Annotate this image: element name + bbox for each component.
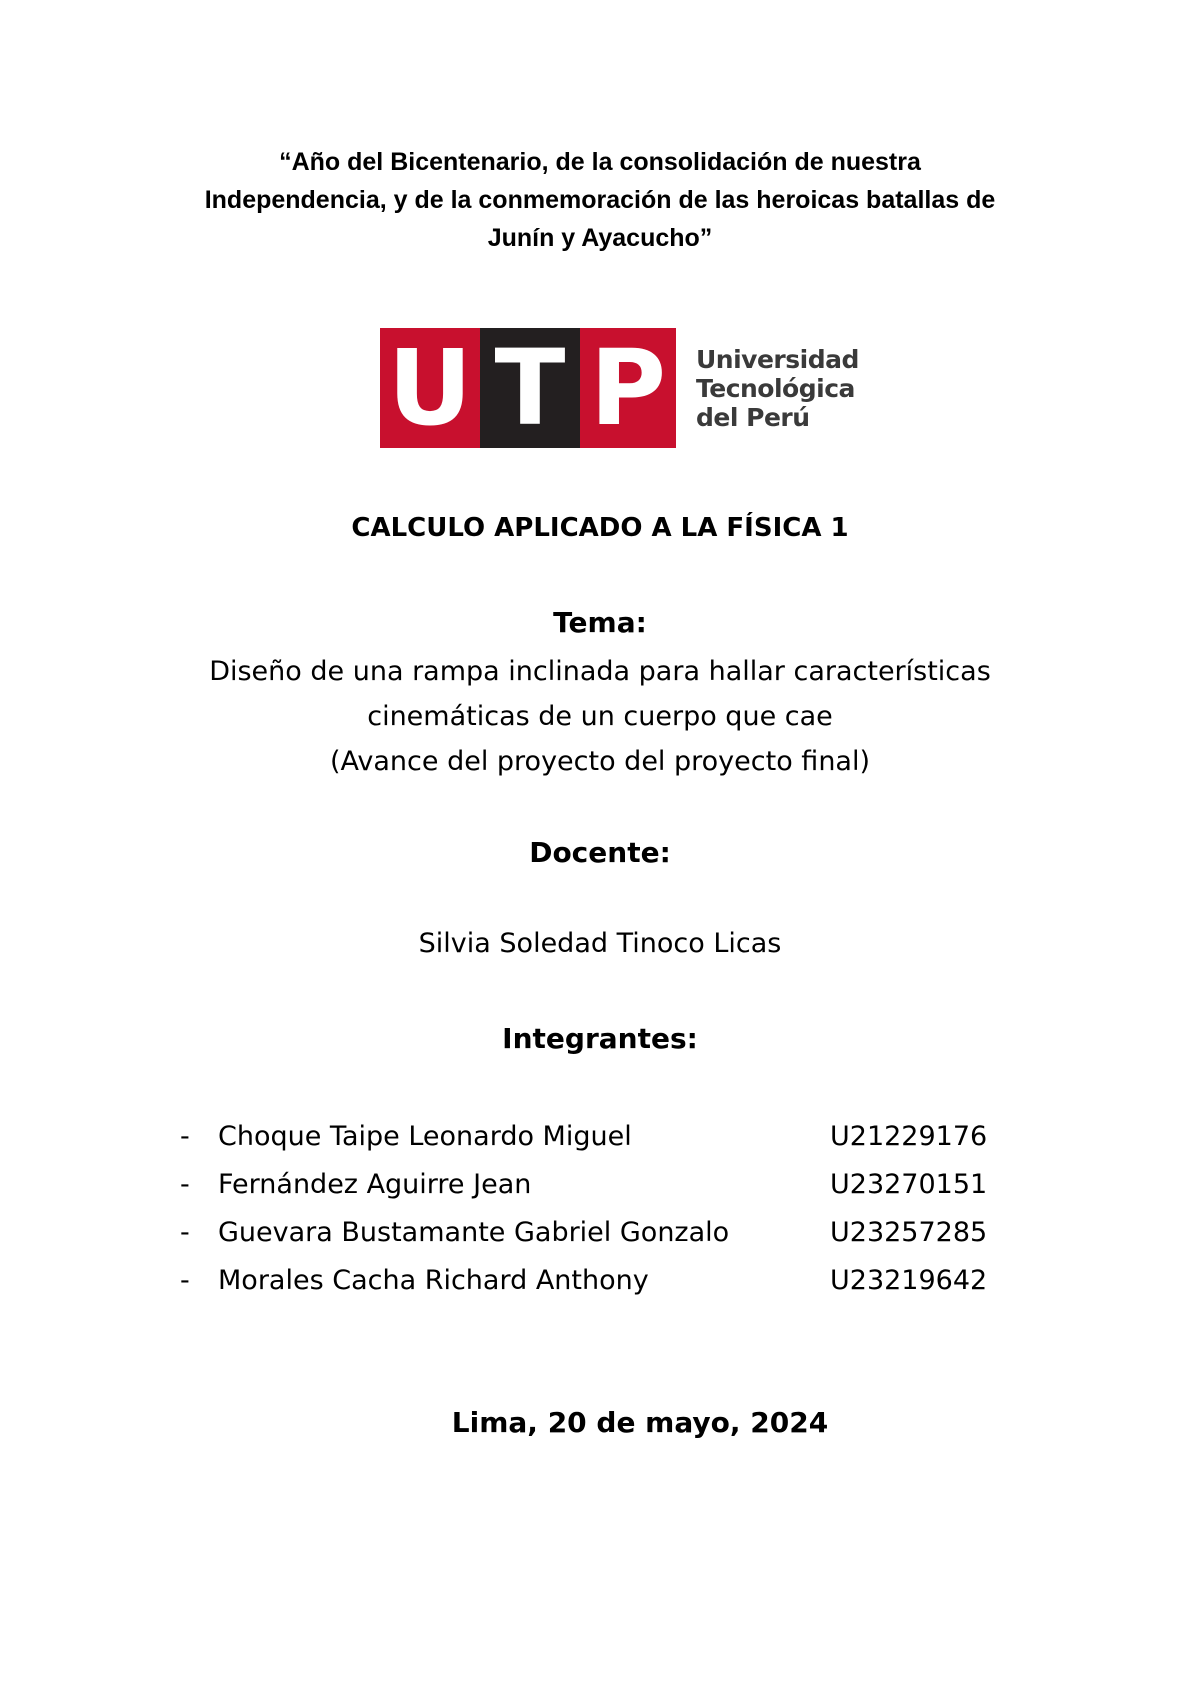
tema-line-2: cinemáticas de un cuerpo que cae [367,701,833,732]
motto-line-3: Junín y Ayacucho” [487,224,713,252]
list-item [180,1257,1080,1305]
motto-line-2: Independencia, y de la conmemoración de las heroicas batallas de [204,186,996,214]
members-list [180,1113,1080,1305]
member-name: Choque Taipe Leonardo Miguel [218,1121,632,1152]
list-bullet: - [180,1121,190,1152]
integrantes-label: Integrantes: [502,1022,698,1055]
logo-name-line-1: Universidad [696,345,859,374]
member-name: Morales Cacha Richard Anthony [218,1265,649,1296]
logo-name-line-2: Tecnológica [696,374,855,403]
national-motto [120,143,1080,257]
logo-university-name [696,345,859,432]
logo-letter-p: P [580,328,676,448]
docente-name: Silvia Soledad Tinoco Licas [418,928,782,959]
list-bullet: - [180,1217,190,1248]
member-code: U21229176 [830,1121,988,1152]
motto-line-1: “Año del Bicentenario, de la consolidación de nuestra [279,148,921,176]
tema-label: Tema: [553,606,647,639]
list-item [180,1209,1080,1257]
utp-logo [380,327,859,449]
tema-line-3: (Avance del proyecto del proyecto final) [329,746,871,777]
logo-name-line-3: del Perú [696,403,810,432]
date-location: Lima, 20 de mayo, 2024 [451,1406,829,1439]
logo-letter-u: U [380,328,480,448]
docente-label: Docente: [529,836,671,869]
tema-text [100,649,1100,784]
member-code: U23257285 [830,1217,988,1248]
member-code: U23270151 [830,1169,988,1200]
tema-line-1: Diseño de una rampa inclinada para hallar características [209,656,991,687]
list-bullet: - [180,1265,190,1296]
list-bullet: - [180,1169,190,1200]
course-title: CALCULO APLICADO A LA FÍSICA 1 [351,513,849,543]
member-name: Guevara Bustamante Gabriel Gonzalo [218,1217,730,1248]
logo-letter-t: T [480,328,580,448]
member-name: Fernández Aguirre Jean [218,1169,532,1200]
list-item [180,1161,1080,1209]
member-code: U23219642 [830,1265,988,1296]
list-item [180,1113,1080,1161]
